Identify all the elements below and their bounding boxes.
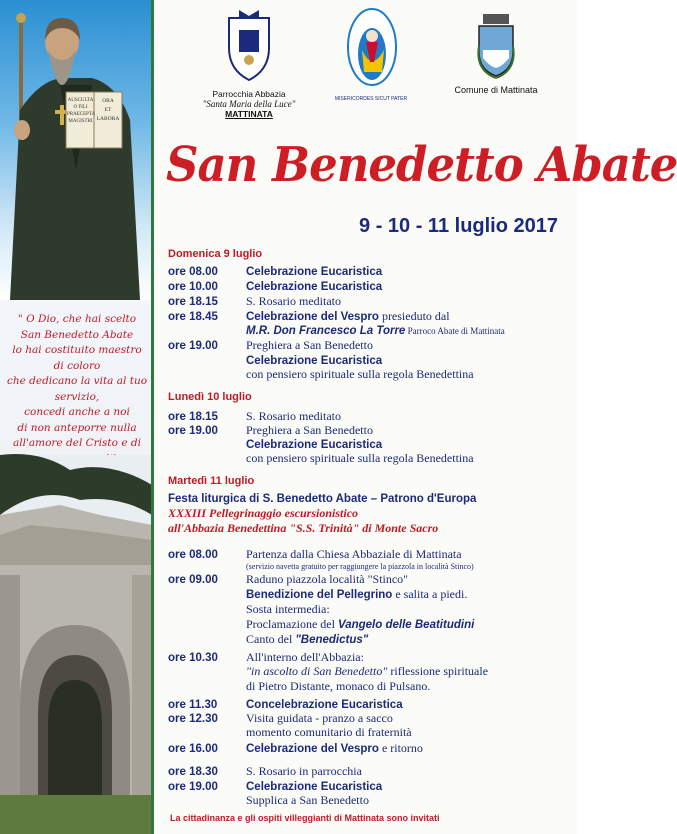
schedule-text: All'interno dell'Abbazia: <box>246 650 364 664</box>
schedule-text: Visita guidata - pranzo a sacco <box>246 711 393 725</box>
schedule-time: ore 19.00 <box>168 425 218 437</box>
book-word: ORA <box>102 98 114 104</box>
book-word: O FILI <box>73 105 88 110</box>
schedule-indent: di Pietro Distante, monaco di Pulsano. <box>246 679 431 693</box>
green-divider <box>151 0 154 834</box>
reflection-title: "in ascolto di San Benedetto" <box>246 664 388 678</box>
schedule-indent <box>246 617 474 632</box>
schedule-text: Concelebrazione Eucaristica <box>246 699 403 711</box>
schedule-row <box>168 338 373 353</box>
schedule-indent: momento comunitario di fraternità <box>246 725 412 739</box>
schedule-row <box>168 294 341 309</box>
book-word: ET <box>104 107 112 113</box>
invitation-footer: La cittadinanza e gli ospiti villeggianti di Mattinata sono invitati <box>170 813 440 823</box>
schedule-text: Celebrazione del Vespro <box>246 311 379 323</box>
book-word: LABORA <box>96 116 120 122</box>
schedule-text: con pensiero spirituale sulla regola Benedettina <box>246 451 474 465</box>
schedule-row <box>168 279 382 294</box>
schedule-row <box>168 309 450 324</box>
prayer-line: " O Dio, che hai scelto <box>17 313 137 325</box>
schedule-text: Celebrazione Eucaristica <box>246 266 383 278</box>
schedule-text: Celebrazione Eucaristica <box>246 781 383 793</box>
prayer-line: lo hai costituito maestro di coloro <box>12 344 142 372</box>
schedule-time: ore 18.30 <box>168 766 218 778</box>
gospel-title: Vangelo delle Beatitudini <box>337 619 475 631</box>
schedule-indent <box>246 632 368 647</box>
schedule-row <box>168 779 382 794</box>
jubilee-logo-block <box>342 2 402 97</box>
prayer-line: all'amore del Cristo e di <box>13 437 141 449</box>
day-label-sunday: Domenica 9 luglio <box>168 248 263 260</box>
schedule-row <box>168 572 408 587</box>
schedule-indent <box>246 323 505 338</box>
schedule-row <box>168 741 423 756</box>
schedule-indent: Sosta intermedia: <box>246 602 330 616</box>
schedule-time: ore 10.30 <box>168 652 218 664</box>
saint-benedict-illustration <box>0 0 152 300</box>
schedule-time: ore 18.15 <box>168 411 218 423</box>
schedule-time: ore 11.30 <box>168 699 218 711</box>
comune-logo-block <box>436 10 556 95</box>
schedule-text: S. Rosario meditato <box>246 409 341 423</box>
schedule-time: ore 18.15 <box>168 296 218 308</box>
schedule-text: con pensiero spirituale sulla regola Benedettina <box>246 367 474 381</box>
schedule-text: Canto del <box>246 632 296 646</box>
parish-coat-of-arms-icon <box>226 8 272 84</box>
schedule-indent <box>246 664 488 678</box>
schedule-row <box>168 697 403 712</box>
schedule-time: ore 08.00 <box>168 266 218 278</box>
book-word: PRAECEPTA <box>67 112 96 117</box>
schedule-text-rest: e ritorno <box>378 741 423 755</box>
celebrant-title: Parroco Abate di Mattinata <box>405 326 505 336</box>
schedule-text-rest: presieduto dal <box>378 309 450 323</box>
schedule-row <box>168 711 393 726</box>
schedule-indent <box>246 451 474 465</box>
schedule-row <box>168 409 341 424</box>
schedule-text: S. Rosario meditato <box>246 294 341 308</box>
schedule-indent: Supplica a San Benedetto <box>246 793 369 807</box>
parish-church-name: "Santa Maria della Luce" <box>202 99 296 109</box>
schedule-row <box>168 764 362 779</box>
event-title: San Benedetto Abate <box>166 136 677 193</box>
jubilee-motto: MISERICORDES SICUT PATER <box>334 96 408 102</box>
schedule-time: ore 19.00 <box>168 781 218 793</box>
schedule-text: Preghiera a San Benedetto <box>246 338 373 352</box>
abbey-ruins-photo <box>0 455 152 834</box>
comune-name: Comune di Mattinata <box>454 85 538 95</box>
jubilee-mercy-logo-icon <box>344 2 400 92</box>
schedule-time: ore 09.00 <box>168 574 218 586</box>
schedule-time: ore 08.00 <box>168 549 218 561</box>
schedule-text-rest: riflessione spirituale <box>387 664 489 678</box>
schedule-text: Celebrazione del Vespro <box>246 743 379 755</box>
program-panel <box>156 0 677 834</box>
prayer-line: San Benedetto Abate <box>20 328 134 341</box>
schedule-indent <box>246 367 474 381</box>
feast-text: Festa liturgica di S. Benedetto Abate – Patrono d'Europa <box>168 493 477 505</box>
schedule-text: Preghiera a San Benedetto <box>246 423 373 437</box>
event-dates: 9 - 10 - 11 luglio 2017 <box>359 215 558 237</box>
prayer-line: di non anteporre nulla <box>17 421 137 434</box>
schedule-text: Celebrazione Eucaristica <box>246 355 383 367</box>
parish-town: MATTINATA <box>225 109 273 119</box>
schedule-text: Celebrazione Eucaristica <box>246 439 383 451</box>
day-label-tuesday: Martedì 11 luglio <box>168 475 255 487</box>
schedule-text: S. Rosario in parrocchia <box>246 764 362 778</box>
schedule-note: (servizio navetta gratuito per raggiungere la piazzola in località Stinco) <box>246 562 474 571</box>
pilgrimage-line-1: XXXIII Pellegrinaggio escursionistico <box>168 506 359 520</box>
schedule-text: Partenza dalla Chiesa Abbaziale di Mattinata <box>246 547 462 561</box>
feast-line <box>168 491 476 506</box>
schedule-text: Celebrazione Eucaristica <box>246 281 383 293</box>
schedule-indent <box>246 353 382 368</box>
schedule-text-rest: e salita a piedi. <box>392 587 468 601</box>
schedule-text: Proclamazione del <box>246 617 338 631</box>
left-illustration-panel <box>0 0 152 834</box>
prayer-line: concedi anche a noi <box>24 406 130 418</box>
schedule-time: ore 16.00 <box>168 743 218 755</box>
schedule-time: ore 12.30 <box>168 713 218 725</box>
book-word: AUSCULTA <box>67 98 94 103</box>
book-word: MAGISTRI <box>68 119 93 124</box>
schedule-row <box>168 650 364 665</box>
parish-name: Parrocchia Abbazia <box>212 89 286 99</box>
schedule-time: ore 10.00 <box>168 281 218 293</box>
schedule-text: Raduno piazzola località "Stinco" <box>246 572 409 586</box>
schedule-indent <box>246 587 467 602</box>
comune-coat-of-arms-icon <box>473 10 519 80</box>
prayer-line: che dedicano la vita al tuo servizio, <box>6 375 148 403</box>
canticle-title: "Benedictus" <box>295 634 369 646</box>
pilgrimage-line-2: all'Abbazia Benedettina "S.S. Trinità" di Monte Sacro <box>168 521 439 535</box>
parish-logo-block <box>194 8 304 119</box>
schedule-time: ore 18.45 <box>168 311 218 323</box>
schedule-row <box>168 264 382 279</box>
celebrant-name: M.R. Don Francesco La Torre <box>246 325 406 337</box>
schedule-row <box>168 423 373 438</box>
book-text-right <box>95 97 121 124</box>
day-label-monday: Lunedì 10 luglio <box>168 391 252 403</box>
book-text <box>67 97 94 125</box>
schedule-text: Benedizione del Pellegrino <box>246 589 393 601</box>
schedule-indent <box>246 437 382 452</box>
schedule-time: ore 19.00 <box>168 340 218 352</box>
